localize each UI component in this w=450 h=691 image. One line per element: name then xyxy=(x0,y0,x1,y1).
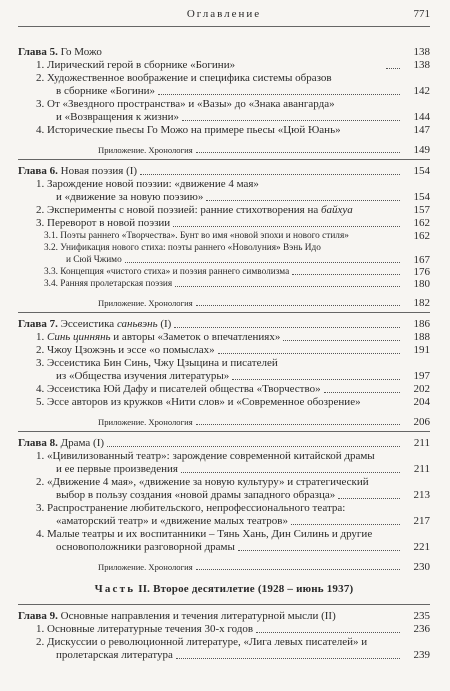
chapter-5-entry[interactable] xyxy=(18,46,430,59)
chapter-9-label: Глава 9. xyxy=(18,610,58,622)
chapter-7-entry[interactable]: Глава 7. Эссеистика саньвэнь (I) 186 xyxy=(18,318,430,330)
page-number: 771 xyxy=(413,8,430,20)
toc-item[interactable]: 1. Зарождение новой поэзии: «движение 4 мая» xyxy=(36,178,259,190)
chapter-5-page: 138 xyxy=(413,46,430,58)
toc-item[interactable]: 3. От «Звездного пространства» и «Вазы» до «Знака авангарда» xyxy=(36,98,335,110)
section-divider xyxy=(18,312,430,313)
chapter-5-label: Глава 5. xyxy=(18,46,58,58)
toc-item[interactable]: 2. Эксперименты с новой поэзией: ранние стихотворения на байхуа 157 xyxy=(36,204,430,216)
toc-item-continuation[interactable]: выбор в пользу создания «новой драмы западного образца» 213 xyxy=(56,489,430,501)
toc-subitem[interactable]: 3.1. Поэты раннего «Творчества». Бунт во имя «новой эпохи и нового стиля» 162 xyxy=(44,230,430,242)
toc-item[interactable]: 2. «Движение 4 мая», «движение за новую культуру» и стратегический xyxy=(36,476,369,488)
toc-item[interactable]: 3. Переворот в новой поэзии 162 xyxy=(36,217,430,229)
toc-item-continuation[interactable]: пролетарская литература 239 xyxy=(56,649,430,661)
running-title: Оглавление xyxy=(186,8,262,20)
toc-subitem[interactable]: 3.3. Концепция «чистого стиха» и поэзия раннего символизма 176 xyxy=(44,266,430,278)
toc-item[interactable]: 3. Распространение любительского, непрофессионального театра: xyxy=(36,502,346,514)
toc-subitem[interactable]: 3.2. Унификация нового стиха: поэты раннего «Новолуния» Вэнь Идо xyxy=(44,243,321,253)
chapter-7-label: Глава 7. xyxy=(18,318,58,330)
chapter-8-entry[interactable] xyxy=(18,437,430,450)
section-divider xyxy=(18,431,430,432)
chapter-7-page: 186 xyxy=(413,318,430,330)
toc-item-continuation[interactable]: и «движение за новую поэзию» 154 xyxy=(56,191,430,203)
chapter-6-label: Глава 6. xyxy=(18,165,58,177)
toc-subitem-continuation[interactable]: и Сюй Чжимо 167 xyxy=(66,254,430,266)
toc-item-continuation[interactable]: в сборнике «Богини» 142 xyxy=(56,85,430,97)
header-rule xyxy=(18,26,430,27)
toc-item[interactable]: 5. Эссе авторов из кружков «Нити слов» и «Современное обозрение» 204 xyxy=(36,396,430,408)
toc-item[interactable]: 2. Чжоу Цзожэнь и эссе «о помыслах» 191 xyxy=(36,344,430,356)
toc-item-continuation[interactable]: и «Возвращения к жизни» 144 xyxy=(56,111,430,123)
toc-item[interactable]: 1. Синь циннянь и авторы «Заметок о впечатлениях» 188 xyxy=(36,331,430,343)
toc-item[interactable]: 2. Художественное воображение и специфика системы образов xyxy=(36,72,332,84)
running-header xyxy=(18,6,430,28)
appendix-chronology[interactable]: Приложение. Хронология 149 xyxy=(98,144,430,156)
toc-item[interactable]: 1. «Цивилизованный театр»: зарождение современной китайской драмы xyxy=(36,450,375,462)
appendix-chronology[interactable]: Приложение. Хронология 206 xyxy=(98,416,430,428)
toc-item-continuation[interactable]: «аматорский театр» и «движение малых театров» 217 xyxy=(56,515,430,527)
toc-item[interactable]: 4. Исторические пьесы Го Можо на примере пьесы «Цюй Юань» 147 xyxy=(36,124,430,136)
section-divider xyxy=(18,604,430,605)
table-of-contents xyxy=(18,46,430,662)
toc-item[interactable]: 3. Эссеистика Бин Синь, Чжу Цзыцина и писателей xyxy=(36,357,278,369)
part-heading: Часть II. Второе десятилетие (1928 – июнь 1937) xyxy=(94,583,354,595)
toc-item[interactable]: 1. Лирический герой в сборнике «Богини» 138 xyxy=(36,59,430,71)
section-divider xyxy=(18,159,430,160)
chapter-8-page: 211 xyxy=(413,437,430,449)
chapter-9-title: Основные направления и течения литературной мысли (II) xyxy=(57,610,336,622)
appendix-chronology[interactable]: Приложение. Хронология 182 xyxy=(98,297,430,309)
chapter-5-title: Го Можо xyxy=(57,46,102,58)
chapter-6-entry[interactable] xyxy=(18,165,430,178)
toc-item-continuation[interactable]: и ее первые произведения 211 xyxy=(56,463,430,475)
toc-item-continuation[interactable]: из «Общества изучения литературы» 197 xyxy=(56,370,430,382)
chapter-6-page: 154 xyxy=(413,165,430,177)
toc-item[interactable]: 2. Дискуссии о революционной литературе, «Лига левых писателей» и xyxy=(36,636,368,648)
toc-item[interactable]: 4. Эссеистика Юй Дафу и писателей общества «Творчество» 202 xyxy=(36,383,430,395)
appendix-chronology[interactable]: Приложение. Хронология 230 xyxy=(98,561,430,573)
chapter-6-title: Новая поэзия (I) xyxy=(57,165,138,177)
chapter-9-entry[interactable] xyxy=(18,610,430,623)
chapter-8-title: Драма (I) xyxy=(57,437,105,449)
chapter-9-page: 235 xyxy=(413,610,430,622)
toc-item[interactable]: 4. Малые театры и их воспитанники – Тянь Хань, Дин Силинь и другие xyxy=(36,528,373,540)
chapter-8-label: Глава 8. xyxy=(18,437,58,449)
toc-subitem[interactable]: 3.4. Ранняя пролетарская поэзия 180 xyxy=(44,278,430,290)
toc-item[interactable]: 1. Основные литературные течения 30-х годов 236 xyxy=(36,623,430,635)
toc-item-continuation[interactable]: основоположники разговорной драмы 221 xyxy=(56,541,430,553)
